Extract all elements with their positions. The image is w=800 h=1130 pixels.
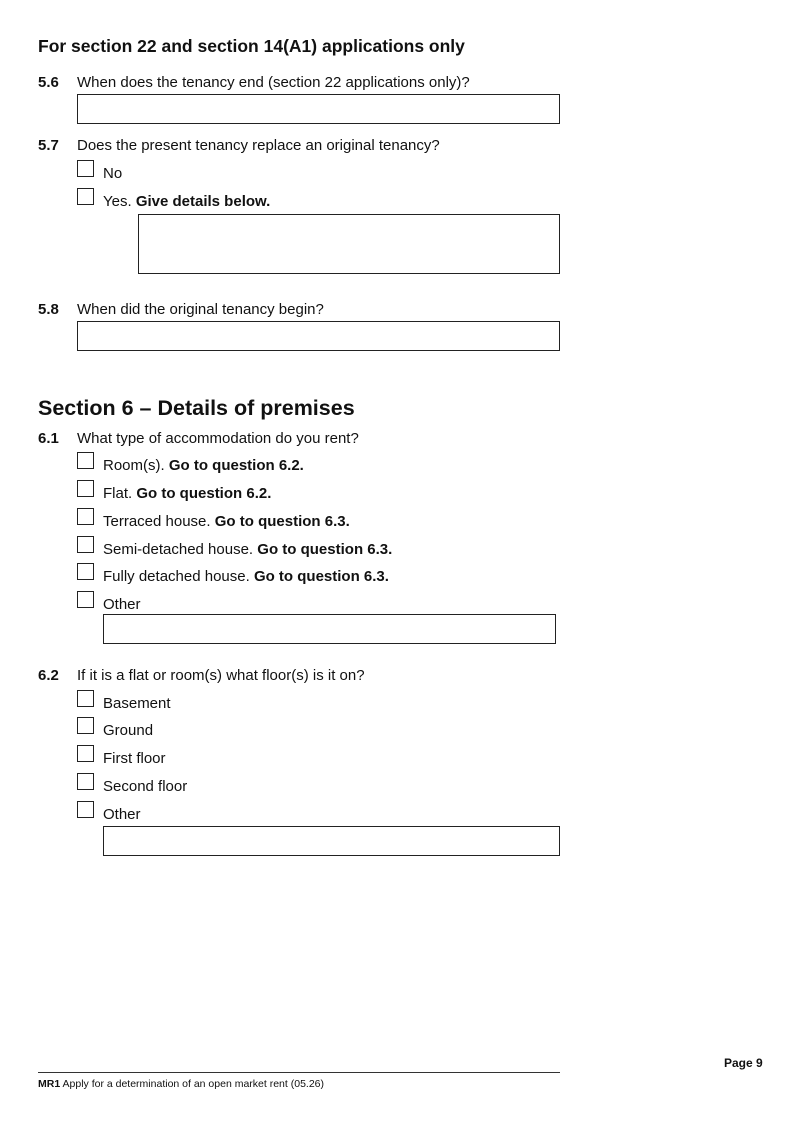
checkbox-basement[interactable]	[77, 690, 94, 707]
checkbox-first-floor[interactable]	[77, 745, 94, 762]
question-number: 6.2	[38, 667, 59, 684]
page-number: Page 9	[724, 1056, 763, 1070]
option-label: Basement	[103, 695, 171, 712]
checkbox-yes[interactable]	[77, 188, 94, 205]
checkbox-other-accommodation[interactable]	[77, 591, 94, 608]
original-tenancy-begin-field[interactable]	[77, 321, 560, 351]
tenancy-end-field[interactable]	[77, 94, 560, 124]
checkbox-ground[interactable]	[77, 717, 94, 734]
question-text: When does the tenancy end (section 22 applications only)?	[77, 74, 470, 91]
footer-form-reference: MR1 Apply for a determination of an open market rent (05.26)	[38, 1078, 324, 1090]
option-label: Other	[103, 806, 141, 823]
checkbox-no[interactable]	[77, 160, 94, 177]
option-label: No	[103, 165, 123, 182]
option-label: Yes. Give details below.	[103, 193, 271, 210]
other-floor-field[interactable]	[103, 826, 560, 856]
checkbox-other-floor[interactable]	[77, 801, 94, 818]
question-text: When did the original tenancy begin?	[77, 301, 324, 318]
option-label: Room(s). Go to question 6.2.	[103, 457, 304, 474]
question-number: 5.6	[38, 74, 59, 91]
section-heading: For section 22 and section 14(A1) applications only	[38, 36, 465, 56]
checkbox-fully-detached-house[interactable]	[77, 563, 94, 580]
checkbox-second-floor[interactable]	[77, 773, 94, 790]
option-label: Other	[103, 596, 141, 613]
checkbox-semi-detached-house[interactable]	[77, 536, 94, 553]
question-text: If it is a flat or room(s) what floor(s) is it on?	[77, 667, 365, 684]
option-label: Semi-detached house. Go to question 6.3.	[103, 541, 393, 558]
question-number: 5.7	[38, 137, 59, 154]
checkbox-flat[interactable]	[77, 480, 94, 497]
footer-divider	[38, 1072, 560, 1073]
question-text: Does the present tenancy replace an original tenancy?	[77, 137, 440, 154]
option-label: Terraced house. Go to question 6.3.	[103, 513, 350, 530]
option-label: Fully detached house. Go to question 6.3.	[103, 568, 389, 585]
original-tenancy-details-field[interactable]	[138, 214, 560, 274]
question-number: 6.1	[38, 430, 59, 447]
section-heading: Section 6 – Details of premises	[38, 396, 355, 420]
question-text: What type of accommodation do you rent?	[77, 430, 359, 447]
checkbox-terraced-house[interactable]	[77, 508, 94, 525]
option-label: First floor	[103, 750, 166, 767]
option-label: Ground	[103, 722, 154, 739]
checkbox-rooms[interactable]	[77, 452, 94, 469]
other-accommodation-field[interactable]	[103, 614, 556, 644]
option-label: Second floor	[103, 778, 188, 795]
option-label: Flat. Go to question 6.2.	[103, 485, 272, 502]
question-number: 5.8	[38, 301, 59, 318]
